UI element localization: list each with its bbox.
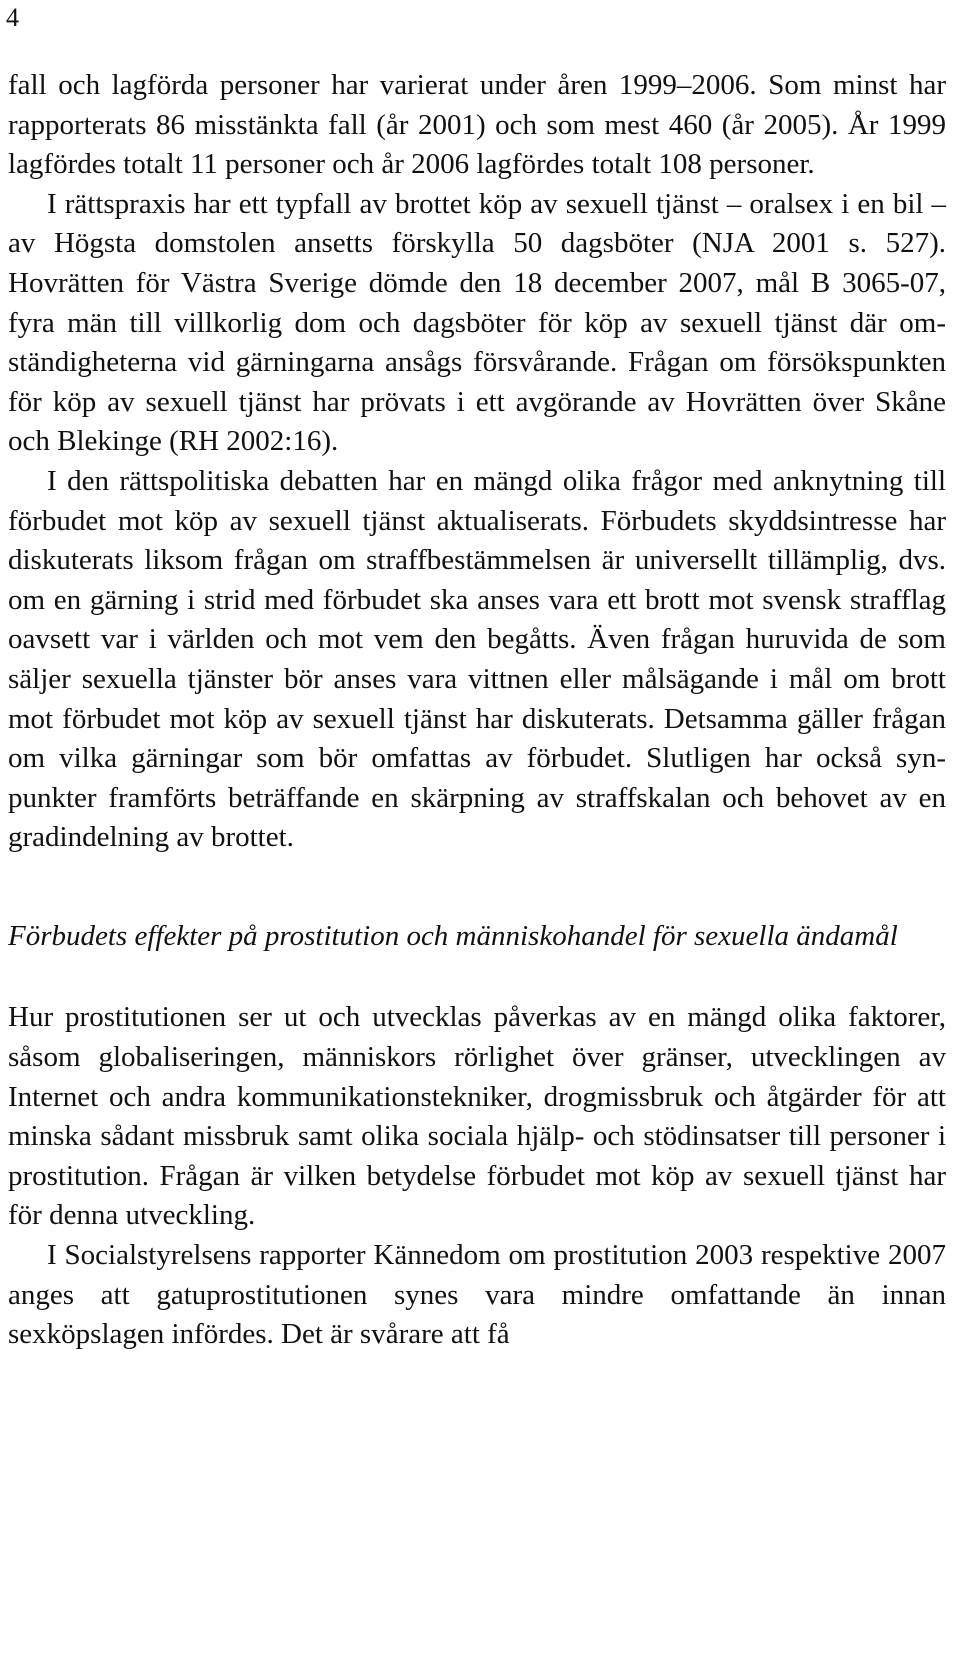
section-paragraph-2: I Socialstyrelsens rapporter Kännedom om prostitution 2003 respektive 2007 anges att gatuprostitutionen synes vara mindre omfattande än innan sexköpslagen infördes. Det är svårare att få [8, 1239, 946, 1351]
body-paragraph-2: I rättspraxis har ett typfall av brottet köp av sexuell tjänst – oralsex i en bil – av Högsta domstolen ansetts förskylla 50 dagsböter (NJA 2001 s. 527). Hovrätten för Västra Sverige dömde den 18 december 2007, mål B 3065-07, fyra män till villkorlig dom och dagsböter för köp av sexuell tjänst där omständigheterna vid gärningarna ansågs försvårande. Frågan om försökspunkten för köp av sexuell tjänst har prövats i ett avgörande av Hovrätten över Skåne och Blekinge (RH 2002:16). [8, 187, 946, 458]
page-number: 4 [6, 3, 19, 32]
section-paragraph-1: Hur prostitutionen ser ut och utvecklas påverkas av en mängd olika faktorer, såsom globaliseringen, människors rörlighet över gränser, utvecklingen av Internet och andra kommunikationstekniker, drogmissbruk och åtgärder för att minska sådant missbruk samt olika sociala hjälp- och stödinsatser till personer i prostitution. Frågan är vilken betydelse förbudet mot köp av sexuell tjänst har för denna utveckling. [8, 1001, 946, 1232]
section-body [8, 998, 946, 1354]
body-paragraph-3: I den rättspolitiska debatten har en mängd olika frågor med anknytning till förbudet mot köp av sexuell tjänst aktualiserats. Förbudets skyddsintresse har diskuterats liksom frågan om straffbestämmelsen är universellt tillämplig, dvs. om en gärning i strid med förbudet ska anses vara ett brott mot svensk strafflag oavsett var i världen och mot vem den begåtts. Även frågan huruvida de som säljer sexuella tjänster bör anses vara vittnen eller målsägande i mål om brott mot förbudet mot köp av sexuell tjänst har diskuterats. Detsamma gäller frågan om vilka gärningar som bör omfattas av förbudet. Slutligen har också synpunkter framförts beträffande en skärpning av straffskalan och behovet av en gradindelning av brottet. [8, 464, 946, 854]
section-heading: Förbudets effekter på prostitution och människohandel för sexuella ändamål [8, 919, 898, 952]
document-body [8, 66, 946, 1355]
body-paragraph-1: fall och lagförda personer har varierat under åren 1999–2006. Som minst har rapporterats 86 misstänkta fall (år 2001) och som mest 460 (år 2005). År 1999 lagfördes totalt 11 personer och år 2006 lagfördes totalt 108 personer. [8, 69, 946, 181]
